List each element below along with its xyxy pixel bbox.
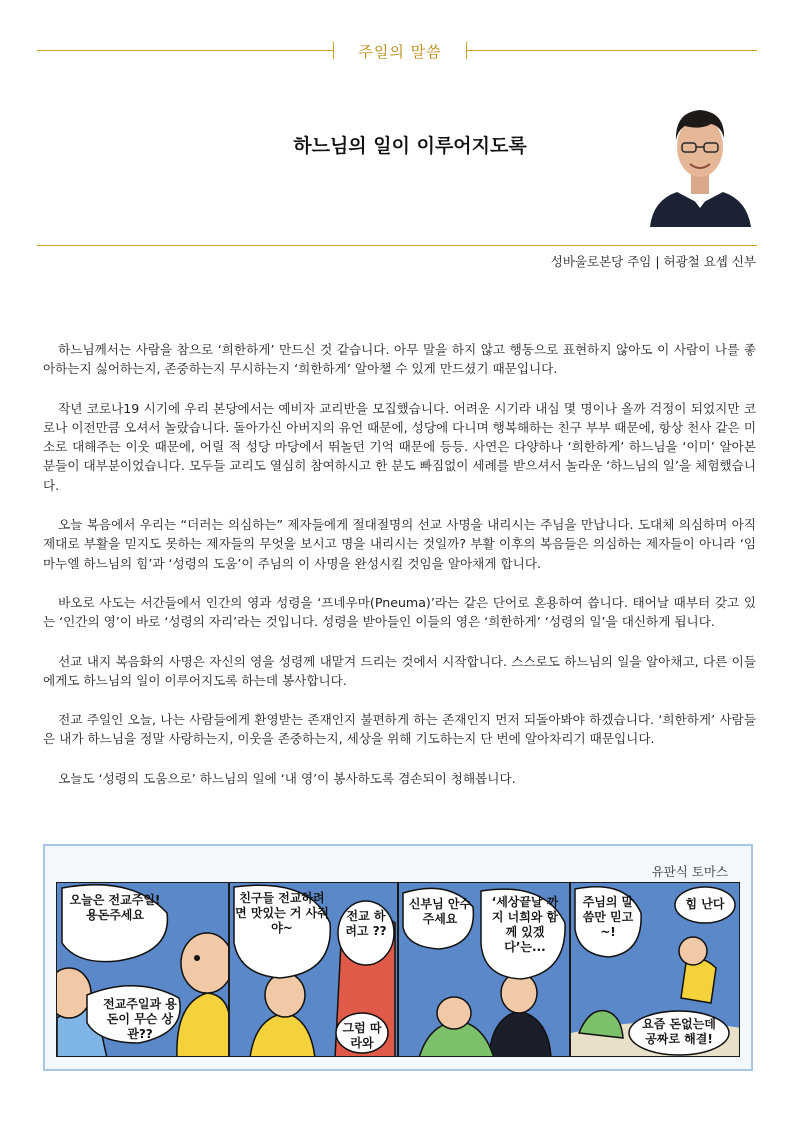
paragraph-6: 전교 주일인 오늘, 나는 사람들에게 환영받는 존재인지 불편하게 하는 존재인지 먼저 되돌아봐야 하겠습니다. ‘희한하게’ 사람들은 내가 하느님을 정말 사랑하는지, 이웃을 존중하는지, 세상을 위해 기도하는지 단 번에 알아차리기 때문입니다. (43, 712, 756, 747)
paragraph-3: 오늘 복음에서 우리는 “더러는 의심하는” 제자들에게 절대절명의 선교 사명을 내리시는 주님을 만납니다. 도대체 의심하며 아직 제대로 부활을 믿지도 못하는 제자들의 무엇을 보시고 명을 내리시는 것일까? 부활 이후의 복음들은 의심하는 제자들이 아니라 ‘임마누엘 하느님의 힘’과 ‘성령의 도움’이 주님의 이 사명을 완성시킬 것임을 알아채게 합니다. (43, 517, 756, 571)
panel-4-bubble-2: 힘 난다 (685, 897, 725, 911)
paragraph-5: 선교 내지 복음화의 사명은 자신의 영을 성령께 내맡겨 드리는 것에서 시작합니다. 스스로도 하느님의 일을 알아채고, 다른 이들에게도 하느님의 일이 이루어지도록 하는데 봉사합니다. (43, 653, 756, 688)
comic-credit: 유판식 토마스 (651, 864, 728, 879)
panel-1-bubble-1: 오늘은 전교주일! 용돈주세요 (69, 893, 161, 922)
panel-2-bubble-1: 친구들 전교하려면 맛있는 거 사줘야~ (235, 891, 329, 935)
panel-3-bubble-2: ‘세상끝날 까지 너희와 함께 있겠다’는... (491, 895, 559, 954)
header-rule-left (37, 50, 333, 51)
paragraph-4: 바오로 사도는 서간들에서 인간의 영과 성령을 ‘프네우마(Pneuma)’라는 같은 단어로 혼용하여 씁니다. 태어날 때부터 갖고 있는 ‘인간의 영’이 바로 ‘성령의 자리’라는 것입니다. 성령을 받아들인 이들의 영은 ‘희한하게’ ‘성령의 일’을 대신하게 됩니다. (43, 594, 756, 630)
panel-4-bubble-3: 요즘 돈없는데 공짜로 해결! (642, 1017, 716, 1046)
comic-panel-1 (56, 882, 229, 1057)
priest-portrait (645, 92, 755, 227)
author-line: 성바울로본당 주임 | 허광철 요셉 신부 (550, 254, 756, 269)
comic-panel-3 (398, 882, 570, 1057)
comic-panel-4 (570, 882, 740, 1057)
panel-1-bubble-2: 전교주일과 용돈이 무슨 상관?? (103, 997, 177, 1041)
panel-2-bubble-3: 그럼 따라와 (342, 1021, 382, 1050)
article-body (43, 340, 756, 808)
paragraph-2: 작년 코로나19 시기에 우리 본당에서는 예비자 교리반을 모집했습니다. 어려운 시기라 내심 몇 명이나 올까 걱정이 되었지만 코로나 이전만큼 오셔서 놀랐습니다. 돌아가신 아버지의 유언 때문에, 성당에 다니며 행복해하는 친구 부부 때문에, 항상 천사 같은 미소로 대해주는 이웃 때문에, 어릴 적 성당 마당에서 뛰놀던 기억 때문에 등등. 사연은 다양하나 ‘희한하게’ 하느님을 ‘이미’ 알아본 분들이 대부분이었습니다. 모두들 교리도 열심히 참여하시고 한 분도 빠짐없이 세례를 받으셔서 놀라운 ‘하느님의 일’을 체험했습니다. (43, 400, 756, 493)
paragraph-1: 하느님께서는 사람을 참으로 ‘희한하게’ 만드신 것 같습니다. 아무 말을 하지 않고 행동으로 표현하지 않아도 이 사람이 나를 좋아하는지 싫어하는지, 존중하는지 무시하는지 ‘희한하게’ 알아챌 수 있게 만드셨기 때문입니다. (43, 342, 756, 377)
panel-2-bubble-2: 전교 하려고 ?? (345, 909, 387, 938)
title-separator (37, 245, 757, 246)
paragraph-7: 오늘도 ‘성령의 도움으로’ 하느님의 일에 ‘내 영’이 봉사하도록 겸손되이 청해봅니다. (58, 770, 516, 786)
panel-4-bubble-1: 주님의 말씀만 믿고~! (582, 895, 634, 939)
comic-panel-2 (229, 882, 398, 1057)
panel-3-bubble-1: 신부님 안수주세요 (408, 897, 472, 926)
section-label: 주일의 말씀 (358, 43, 442, 61)
header-rule-right (467, 50, 757, 51)
page-title: 하느님의 일이 이루어지도록 (293, 135, 527, 157)
